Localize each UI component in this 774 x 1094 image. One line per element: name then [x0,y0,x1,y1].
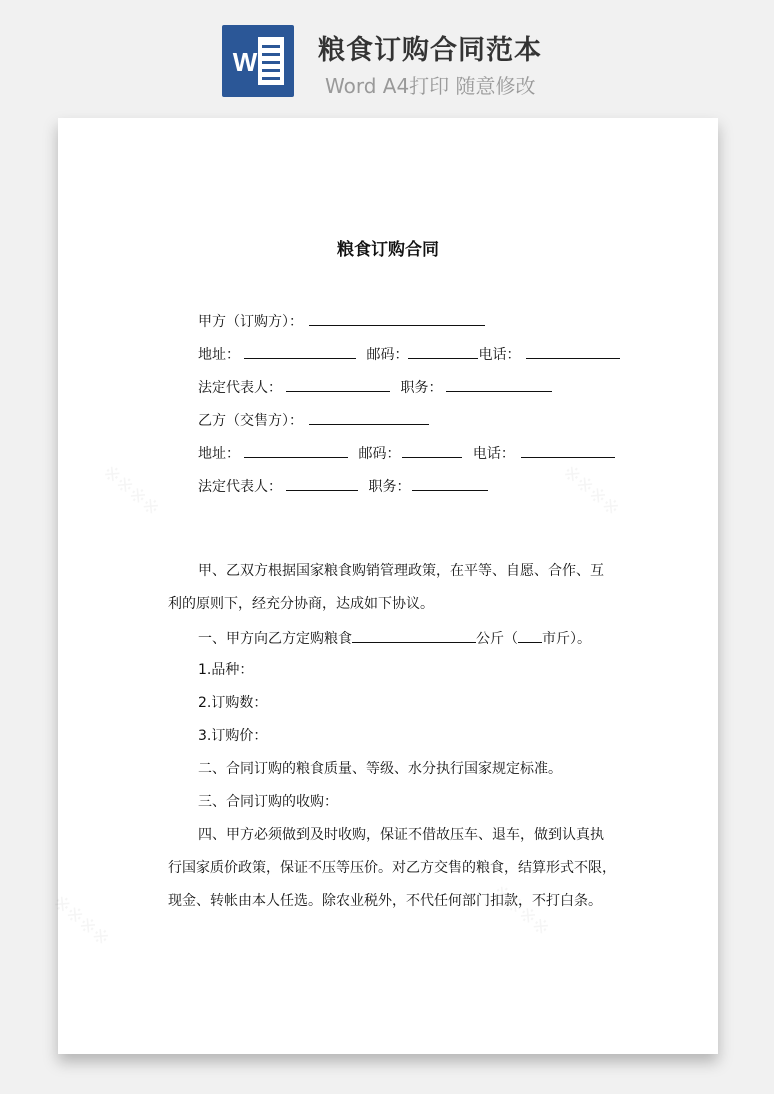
item-price: 3.订购价： [198,728,268,744]
document-title: 粮食订购合同 [337,240,439,260]
party-a-address-blank[interactable] [244,343,356,359]
watermark [558,459,625,520]
party-a-address-label: 地址： [198,347,240,363]
clause-1-prefix: 一、甲方向乙方定购粮食 [198,631,352,647]
party-b-phone-label: 电话： [472,446,515,462]
party-b-rep-line [198,475,488,497]
party-b-contact-line [198,442,615,464]
party-a-name-blank[interactable] [309,310,485,326]
party-b-name-blank[interactable] [309,409,429,425]
party-a-postcode-blank[interactable] [408,343,478,359]
clause-1-suffix: 市斤）。 [542,631,591,647]
clause-1-unit: 公斤（ [476,631,518,647]
clause-1-kg-blank[interactable] [352,627,476,643]
clause-4-line-1: 四、甲方必须做到及时收购，保证不借故压车、退车，做到认真执 [198,827,604,843]
page-title: 粮食订购合同范本 [318,35,542,66]
party-b-rep-label: 法定代表人： [198,479,282,495]
party-b-phone-blank[interactable] [521,442,615,458]
party-b-rep-blank[interactable] [286,475,358,491]
clause-3: 三、合同订购的收购： [198,794,338,810]
party-a-line [198,310,485,332]
party-a-position-label: 职务： [400,380,443,396]
party-b-line [198,409,429,431]
document-page [58,118,718,1054]
party-a-rep-blank[interactable] [286,376,390,392]
party-b-postcode-label: 邮码： [358,446,401,462]
party-a-contact-line [198,343,620,365]
party-b-label: 乙方（交售方）： [198,413,303,429]
party-b-address-label: 地址： [198,446,240,462]
header [0,0,774,110]
clause-2: 二、合同订购的粮食质量、等级、水分执行国家规定标准。 [198,761,562,777]
word-document-icon [222,25,294,97]
party-a-phone-blank[interactable] [526,343,620,359]
party-b-address-blank[interactable] [244,442,348,458]
word-icon-letter: W [232,47,258,77]
party-a-label: 甲方（订购方）： [198,314,303,330]
intro-line-2: 利的原则下，经充分协商，达成如下协议。 [168,596,434,612]
party-b-position-blank[interactable] [412,475,488,491]
party-a-rep-line [198,376,552,398]
item-variety: 1.品种： [198,662,254,678]
clause-1-jin-blank[interactable] [518,627,542,643]
party-a-phone-label: 电话： [478,347,521,363]
party-a-position-blank[interactable] [446,376,552,392]
party-a-postcode-label: 邮码： [366,347,409,363]
clause-4-line-3: 现金、转帐由本人任选。除农业税外，不代任何部门扣款，不打白条。 [168,893,602,909]
clause-1 [198,627,591,649]
intro-line-1: 甲、乙双方根据国家粮食购销管理政策，在平等、自愿、合作、互 [198,563,604,579]
item-quantity: 2.订购数： [198,695,268,711]
clause-4-line-2: 行国家质价政策，保证不压等压价。对乙方交售的粮食，结算形式不限， [168,860,616,876]
page-subtitle: Word A4打印 随意修改 [325,74,536,98]
party-b-postcode-blank[interactable] [402,442,462,458]
party-b-position-label: 职务： [368,479,411,495]
watermark [48,889,115,950]
watermark [98,459,165,520]
party-a-rep-label: 法定代表人： [198,380,282,396]
